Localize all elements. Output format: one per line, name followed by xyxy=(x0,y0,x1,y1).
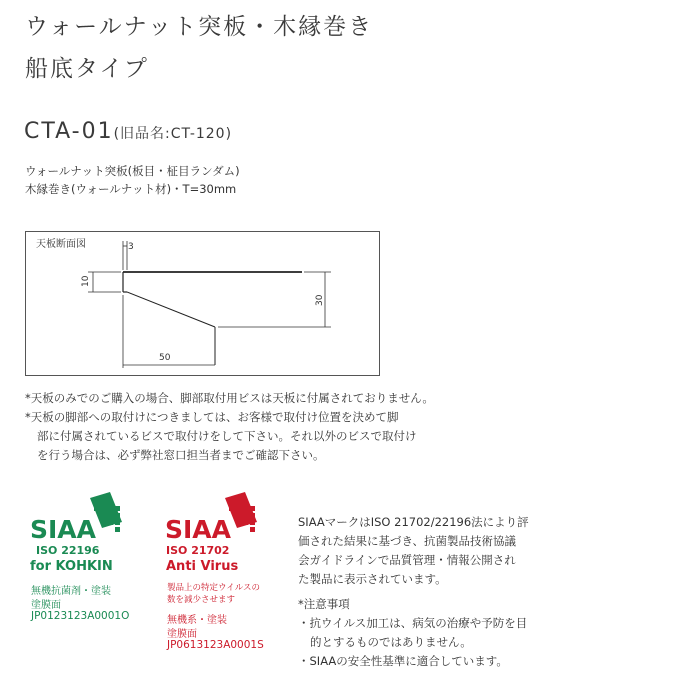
virus-type: Anti Virus xyxy=(166,559,239,574)
kohkin-agent: 無機抗菌剤・塗装 xyxy=(31,586,111,597)
note-line4: を行う場合は、必ず弊社窓口担当者までご確認下さい。 xyxy=(37,448,325,462)
cross-section-svg xyxy=(26,232,381,377)
virus-claim-line1: 製品上の特定ウイルスの xyxy=(167,583,260,593)
diagram-label: 天板断面図 xyxy=(36,239,86,250)
cross-section-diagram xyxy=(25,231,380,376)
virus-agent: 無機系・塗装 xyxy=(167,615,227,626)
old-product-name: (旧品名:CT-120) xyxy=(113,126,233,142)
caution-line2: ・SIAAの安全性基準に適合しています。 xyxy=(298,654,508,668)
page-title-line2: 船底タイプ xyxy=(25,56,149,82)
siaa-virus-badge xyxy=(163,492,293,662)
tabletop-profile xyxy=(123,272,302,365)
virus-method: 塗膜面 xyxy=(167,629,197,640)
dimension-50-label: 50 xyxy=(159,353,171,363)
siaa-kohkin-logo xyxy=(28,492,148,542)
dimension-10-label: 10 xyxy=(81,275,91,287)
product-code: CTA-01 xyxy=(24,119,114,144)
kohkin-registration: JP0123123A0001O xyxy=(31,610,130,622)
virus-iso: ISO 21702 xyxy=(166,544,230,557)
kohkin-iso: ISO 22196 xyxy=(36,544,100,557)
virus-claim-line2: 数を減少させます xyxy=(167,595,236,605)
note-line1: *天板のみでのご購入の場合、脚部取付用ビスは天板に付属されておりません。 xyxy=(25,391,434,405)
siaa-info-line4: た製品に表示されています。 xyxy=(298,572,447,586)
siaa-info-line1: SIAAマークはISO 21702/22196法により評 xyxy=(298,515,529,529)
caution-line1b: 的とするものではありません。 xyxy=(310,635,472,649)
description-line1: ウォールナット突板(板目・柾目ランダム) xyxy=(25,164,240,178)
product-code-line xyxy=(24,119,232,144)
siaa-virus-logo xyxy=(163,492,283,542)
note-line3: 部に付属されているビスで取付けをして下さい。それ以外のビスで取付け xyxy=(37,429,417,443)
siaa-info-line3: 会ガイドラインで品質管理・情報公開され xyxy=(298,553,516,567)
siaa-kohkin-badge xyxy=(28,492,148,632)
dimension-10 xyxy=(88,272,121,292)
virus-registration: JP0613123A0001S xyxy=(167,639,264,651)
dimension-3 xyxy=(123,241,127,270)
note-line2: *天板の脚部への取付けにつきましては、お客様で取付け位置を決めて脚 xyxy=(25,410,399,424)
page-title-line1: ウォールナット突板・木縁巻き xyxy=(25,14,374,40)
kohkin-type: for KOHKIN xyxy=(30,559,113,574)
dimension-30-label: 30 xyxy=(315,294,325,306)
kohkin-method: 塗膜面 xyxy=(31,600,61,611)
description-line2: 木縁巻き(ウォールナット材)・T=30mm xyxy=(25,182,237,196)
caution-title: *注意事項 xyxy=(298,597,350,611)
siaa-kohkin-logo-text: SIAA xyxy=(30,515,97,542)
siaa-info-line2: 価された結果に基づき、抗菌製品技術協議 xyxy=(298,534,517,548)
dimension-3-label: 3 xyxy=(128,242,134,252)
caution-line1a: ・抗ウイルス加工は、病気の治療や予防を目 xyxy=(298,616,528,630)
siaa-virus-logo-text: SIAA xyxy=(165,515,232,542)
